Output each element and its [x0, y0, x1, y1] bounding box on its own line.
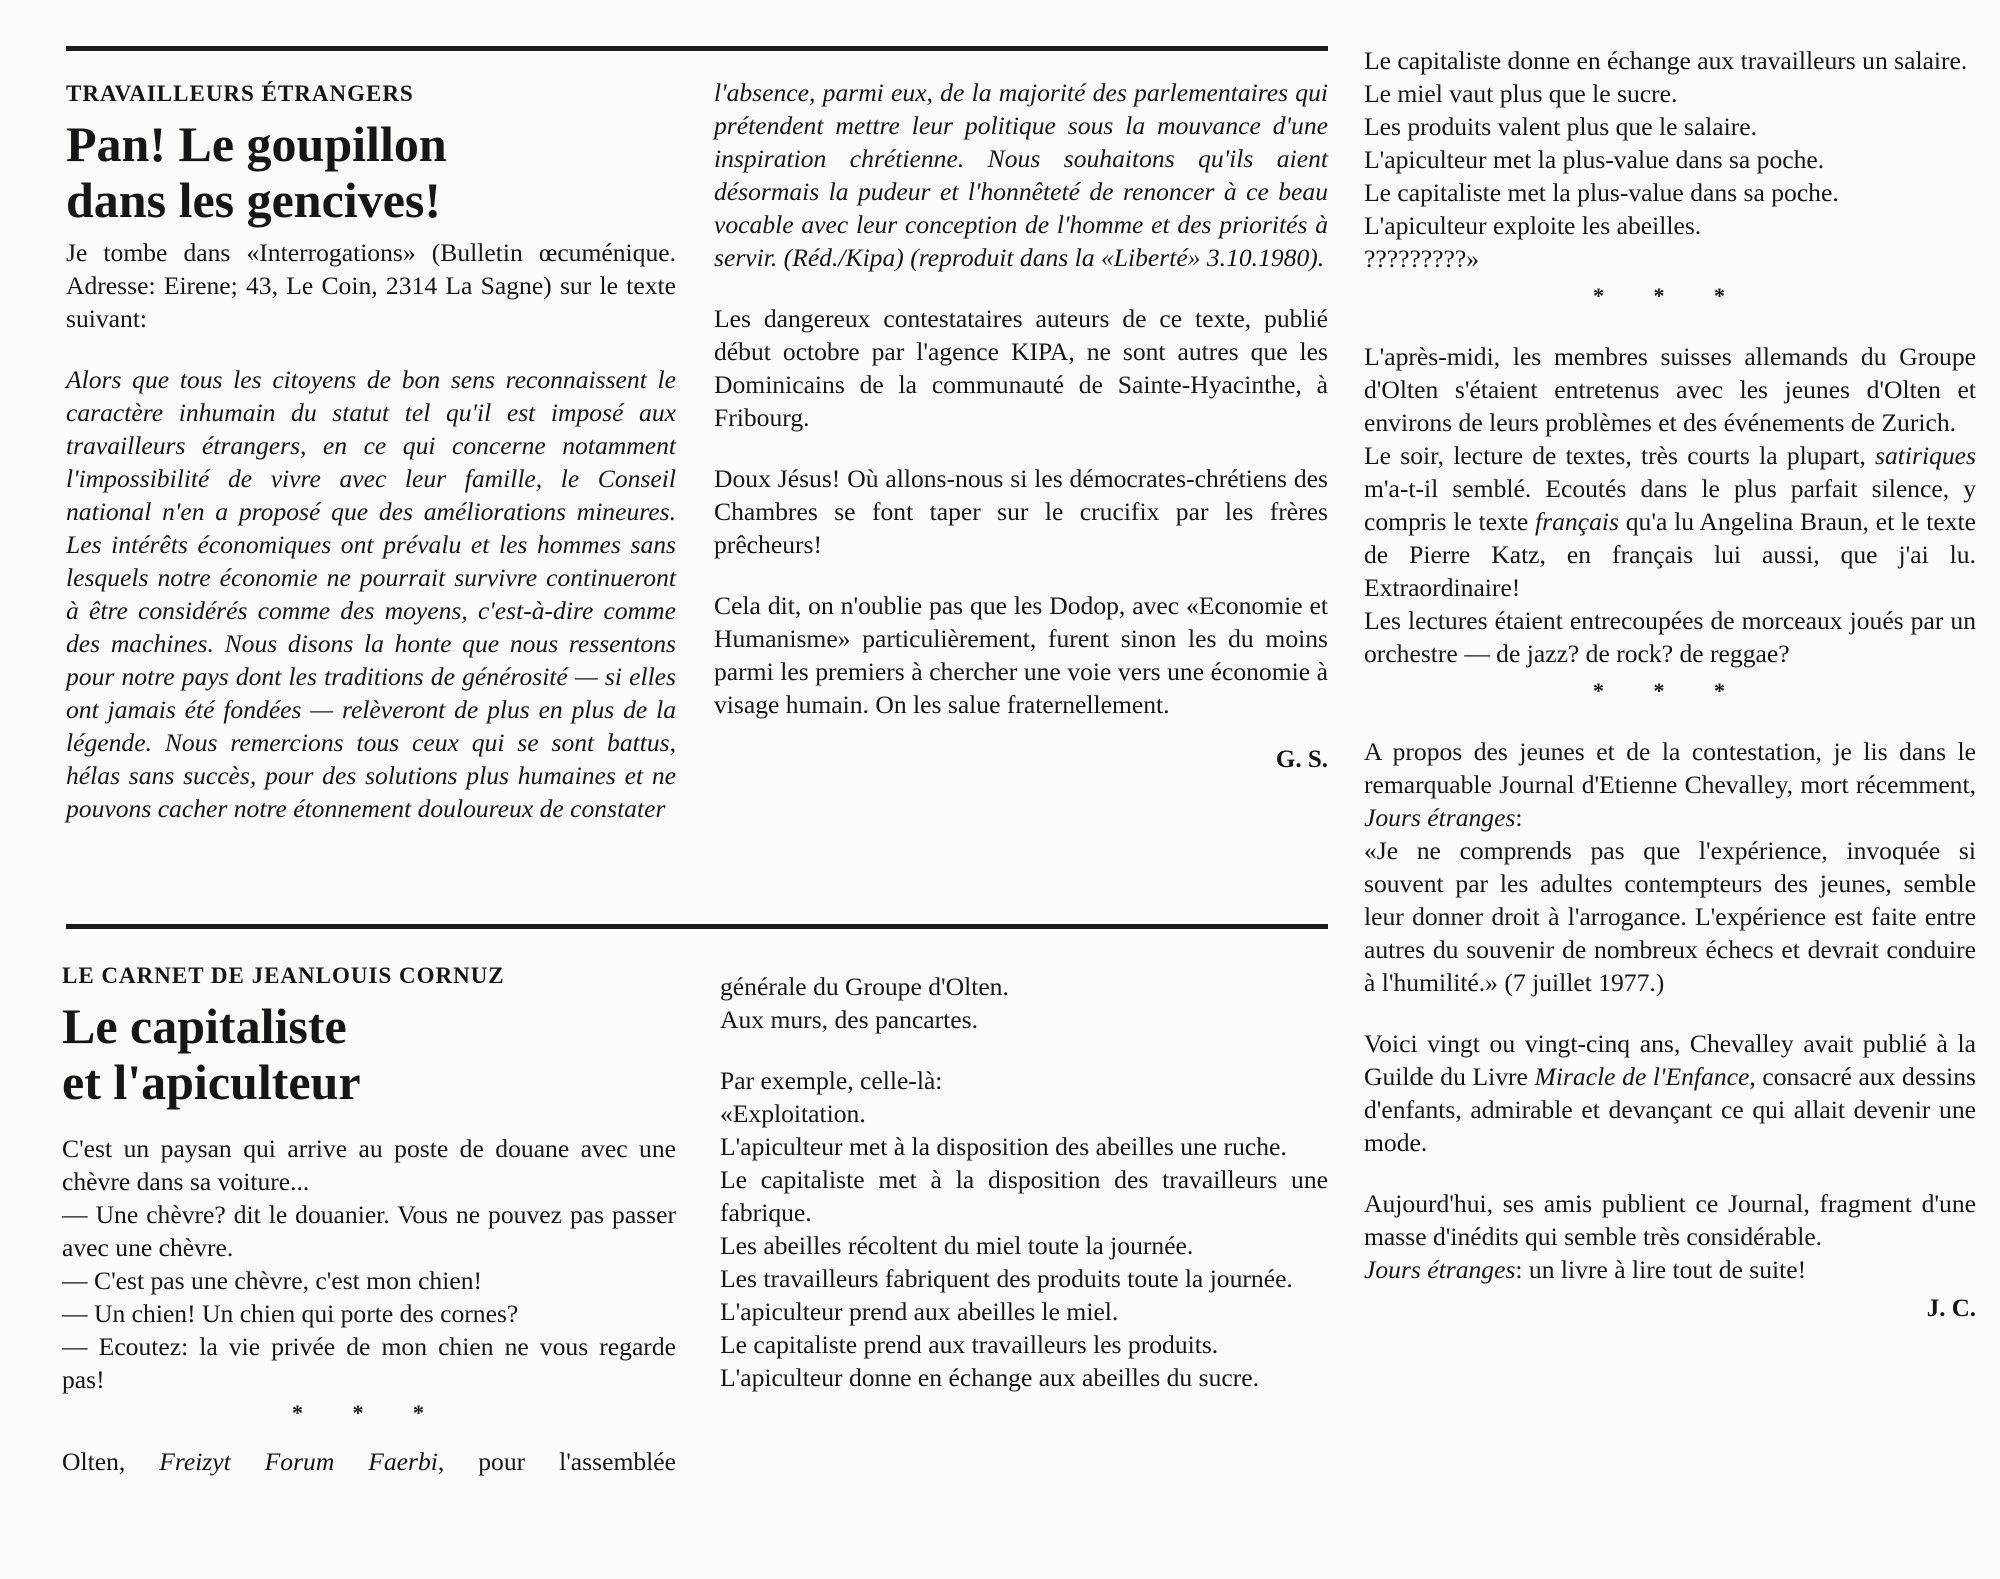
olten-text-end: , pour l'assemblée: [437, 1447, 676, 1476]
placard-line: Les abeilles récoltent du miel toute la journée.: [720, 1231, 1194, 1260]
evening-italic: satiriques: [1875, 441, 1976, 470]
final-line: [1364, 1253, 1976, 1286]
olten-line: [62, 1445, 676, 1478]
article1-quote-part2: l'absence, parmi eux, de la majorité des parlementaires qui prétendent mettre leur politique sous la mouvance d'une inspiration chrétienne. Nous souhaitons qu'ils aient désormais la pudeur et l'honnêteté de renoncer à ce beau vocable avec leur conception de l'homme et des priorités à servir. (Réd./Kipa) (reproduit dans la «Liberté» 3.10.1980).: [714, 78, 1328, 272]
col2-line: Aux murs, des pancartes.: [720, 1005, 978, 1034]
article1-quote-part1: Alors que tous les citoyens de bon sens reconnaissent le caractère inhumain du statut tel qu'il est imposé aux travailleurs étrangers, en ce qui concerne notamment l'impossibilité de vivre avec leur famille, le Conseil national n'en a proposé que des améliorations mineures. Les intérêts économiques ont prévalu et les hommes sans lesquels notre économie ne pourrait survivre continueront à être considérés comme des moyens, c'est-à-dire comme des machines. Nous disons la honte que nous ressentons pour notre pays dont les traditions de générosité — si elles ont jamais été fondées — relèveront de plus en plus de la légende. Nous remercions tous ceux qui se sont battus, hélas sans succès, pour des solutions plus humaines et ne pouvons cacher notre étonnement douloureux de constater: [66, 365, 676, 823]
book-title: Jours étranges: [1364, 803, 1516, 832]
voici-text: Voici vingt ou vingt-cinq ans, Chevalley avait publié à la Guilde du Livre: [1364, 1029, 1976, 1091]
article2-title: [62, 998, 676, 1110]
placard-line: Les travailleurs fabriquent des produits toute la journée.: [720, 1264, 1293, 1293]
col2-line: générale du Groupe d'Olten.: [720, 972, 1009, 1001]
readings-paragraph: Les lectures étaient entrecoupées de morceaux joués par un orchestre — de jazz? de rock? de reggae?: [1364, 606, 1976, 668]
placard-line: L'apiculteur met à la disposition des abeilles une ruche.: [720, 1132, 1287, 1161]
anecdote-line: — Ecoutez: la vie privée de mon chien ne vous regarde pas!: [62, 1332, 676, 1394]
article2-col3: [1364, 44, 1976, 1325]
chevalley-quote: «Je ne comprends pas que l'expérience, invoquée si souvent par les adultes contempteurs des jeunes, semble leur donner droit à l'arrogance. L'expérience est faite entre autres du souvenir de nombreux échecs et devrait conduire à l'humilité.» (7 juillet 1977.): [1364, 836, 1976, 997]
evening-text-mid: m'a-t-il semblé. Ecoutés dans le plus parfait silence, y compris le texte: [1364, 474, 1976, 536]
anecdote-line: C'est un paysan qui arrive au poste de douane avec une chèvre dans sa voiture...: [62, 1134, 676, 1196]
placard-line: L'apiculteur met la plus-value dans sa poche.: [1364, 145, 1825, 174]
propos-text: A propos des jeunes et de la contestation, je lis dans le remarquable Journal d'Etienne Chevalley, mort récemment,: [1364, 737, 1976, 799]
placard-line: L'apiculteur exploite les abeilles.: [1364, 211, 1702, 240]
anecdote-line: — Une chèvre? dit le douanier. Vous ne pouvez pas passer avec une chèvre.: [62, 1200, 676, 1262]
book-title-2: Miracle de l'Enfance: [1534, 1062, 1750, 1091]
anecdote-line: — Un chien! Un chien qui porte des cornes?: [62, 1299, 519, 1328]
evening-italic-2: français: [1535, 507, 1619, 536]
article1-title: [66, 116, 676, 228]
article1-title-line1: Pan! Le goupillon: [66, 116, 447, 172]
placard-line: Le capitaliste donne en échange aux travailleurs un salaire.: [1364, 46, 1968, 75]
anecdote-line: — C'est pas une chèvre, c'est mon chien!: [62, 1266, 483, 1295]
placard-line: «Exploitation.: [720, 1099, 866, 1128]
propos-text-end: :: [1515, 803, 1523, 832]
article1-signature: G. S.: [1275, 746, 1328, 773]
article1-intro: Je tombe dans «Interrogations» (Bulletin œcuménique. Adresse: Eirene; 43, Le Coin, 2314 La Sagne) sur le texte suivant:: [66, 238, 676, 333]
middle-rule: [66, 924, 1328, 929]
placard-line: Le capitaliste met la plus-value dans sa poche.: [1364, 178, 1839, 207]
voici-text-end: , consacré aux dessins d'enfants, admirable et devançant ce qui allait devenir une mode.: [1364, 1062, 1976, 1157]
article1-paragraph3: Cela dit, on n'oublie pas que les Dodop, avec «Economie et Humanisme» particulièrement, furent sinon les du moins parmi les premiers à chercher une voie vers une économie à visage humain. On les salue fraternellement.: [714, 591, 1328, 719]
placard-line: L'apiculteur prend aux abeilles le miel.: [720, 1297, 1119, 1326]
olten-text: Olten,: [62, 1447, 160, 1476]
article1-paragraph2: Doux Jésus! Où allons-nous si les démocrates-chrétiens des Chambres se font taper sur le crucifix par les frères prêcheurs!: [714, 464, 1328, 559]
placard-line: ?????????»: [1364, 244, 1480, 273]
placard-line: Les produits valent plus que le salaire.: [1364, 112, 1758, 141]
article2-col2: [720, 970, 1328, 1394]
placard-line: Le capitaliste met à la disposition des travailleurs une fabrique.: [720, 1165, 1328, 1227]
article2-title-line2: et l'apiculteur: [62, 1054, 361, 1110]
article2-kicker: LE CARNET DE JEANLOUIS CORNUZ: [62, 963, 505, 988]
voici-paragraph: [1364, 1027, 1976, 1159]
placard-line: L'apiculteur donne en échange aux abeilles du sucre.: [720, 1363, 1260, 1392]
article2-col1: [62, 962, 676, 1478]
article1-col1: [66, 80, 676, 825]
example-intro: Par exemple, celle-là:: [720, 1066, 943, 1095]
afternoon-paragraph: L'après-midi, les membres suisses allemands du Groupe d'Olten s'étaient entretenus avec les jeunes d'Olten et environs de leurs problèmes et des événements de Zurich.: [1364, 342, 1976, 437]
final-text: : un livre à lire tout de suite!: [1515, 1255, 1807, 1284]
article1-col2: [714, 76, 1328, 776]
article2-title-line1: Le capitaliste: [62, 998, 347, 1054]
evening-text: Le soir, lecture de textes, très courts la plupart,: [1364, 441, 1876, 470]
article1-paragraph1: Les dangereux contestataires auteurs de ce texte, publié début octobre par l'agence KIPA, ne sont autres que les Dominicains de la communauté de Sainte-Hyacinthe, à Fribourg.: [714, 304, 1328, 432]
section-stars: * * *: [292, 1400, 446, 1425]
book-title-3: Jours étranges: [1364, 1255, 1516, 1284]
olten-venue: Freizyt Forum Faerbi: [159, 1447, 438, 1476]
section-stars: * * *: [1593, 283, 1747, 308]
article1-kicker: TRAVAILLEURS ÉTRANGERS: [66, 81, 414, 106]
article2-signature: J. C.: [1926, 1295, 1976, 1322]
placard-line: Le capitaliste prend aux travailleurs les produits.: [720, 1330, 1219, 1359]
propos-paragraph: [1364, 735, 1976, 834]
section-stars: * * *: [1593, 678, 1747, 703]
article1-title-line2: dans les gencives!: [66, 172, 441, 228]
evening-text-end: qu'a lu Angelina Braun, et le texte de Pierre Katz, en français lui aussi, que j'ai lu. Extraordinaire!: [1364, 507, 1976, 602]
placard-line: Le miel vaut plus que le sucre.: [1364, 79, 1678, 108]
evening-paragraph: [1364, 439, 1976, 604]
today-paragraph: Aujourd'hui, ses amis publient ce Journal, fragment d'une masse d'inédits qui semble très considérable.: [1364, 1189, 1976, 1251]
top-rule: [66, 46, 1328, 51]
